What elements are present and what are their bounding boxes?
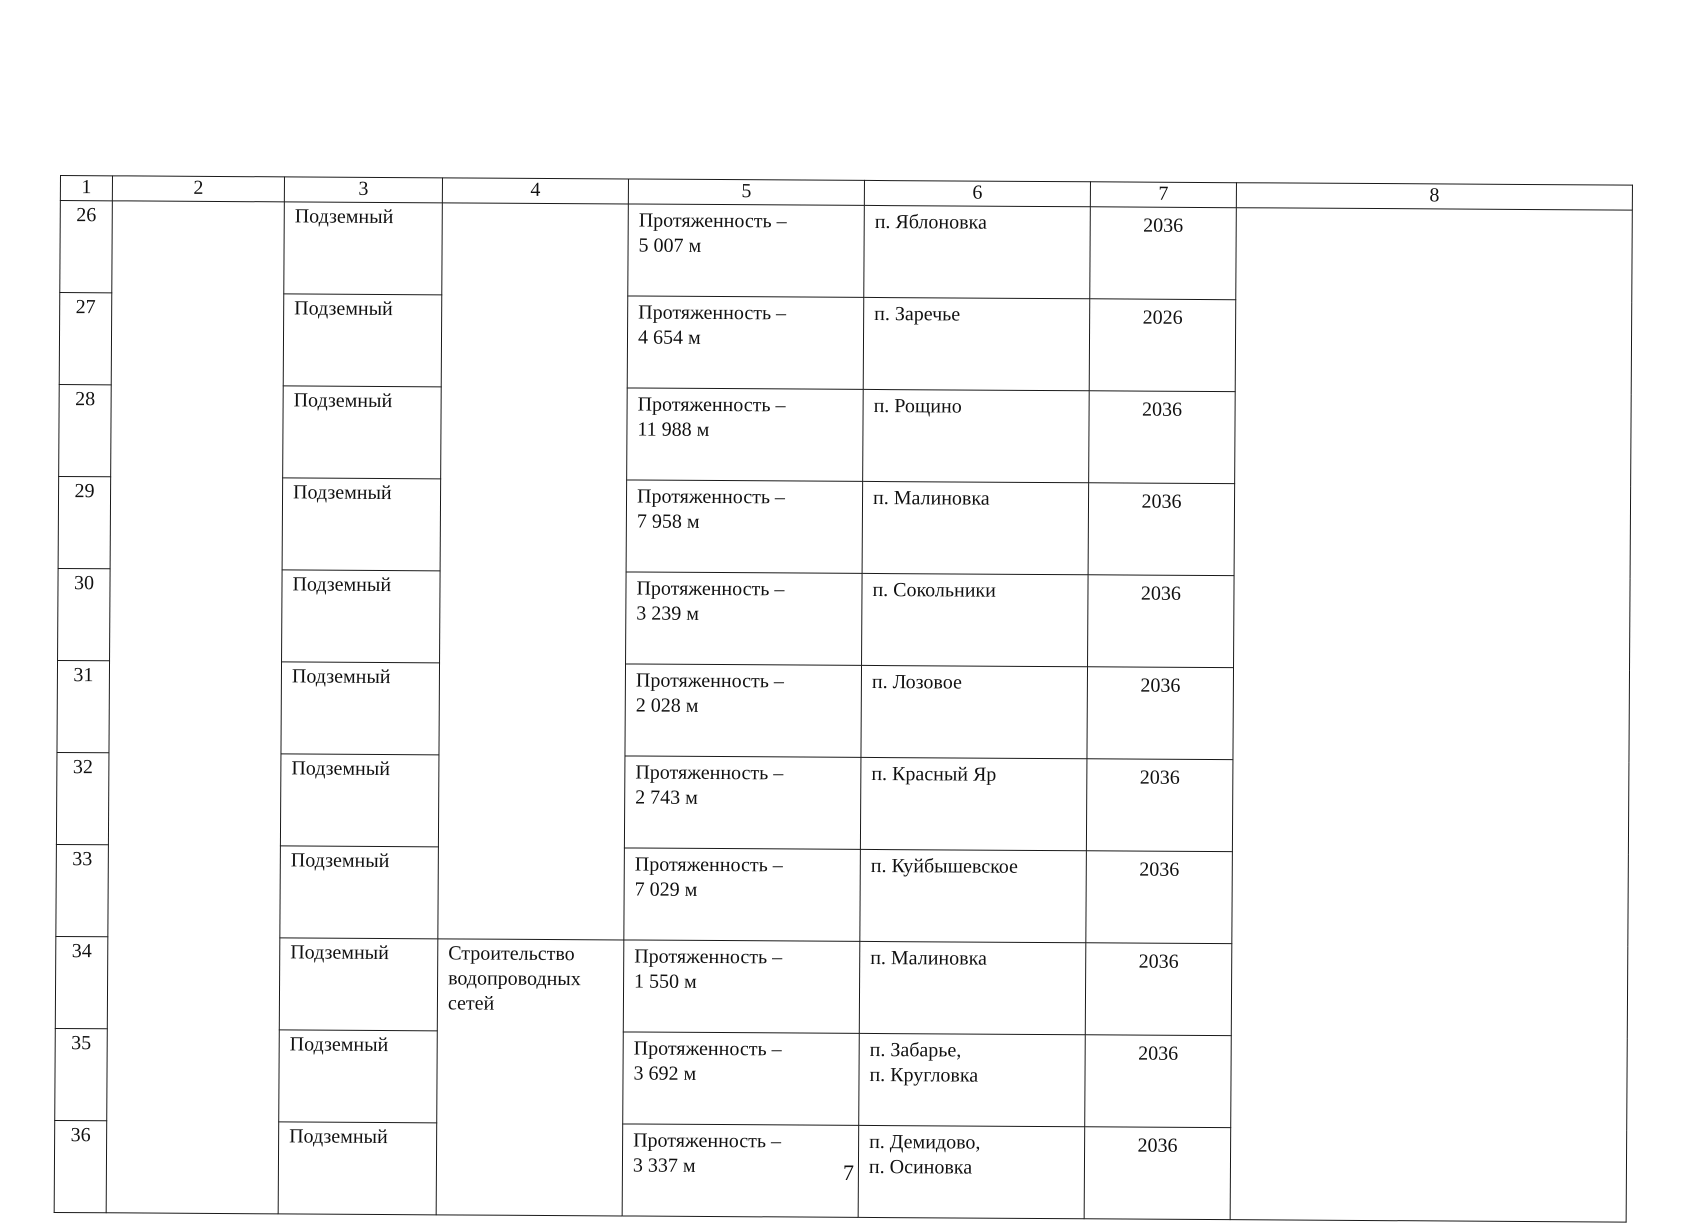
column-8-merged-cell	[1230, 208, 1632, 1222]
column-header-7: 7	[1090, 182, 1236, 208]
row-number: 33	[56, 844, 109, 936]
column-header-5: 5	[628, 179, 864, 205]
pipe-type: Подземный	[281, 662, 440, 755]
year: 2036	[1087, 667, 1234, 760]
year: 2036	[1090, 207, 1237, 300]
column-header-3: 3	[284, 177, 442, 203]
pipe-type: Подземный	[279, 938, 438, 1031]
column-4-merged-cell	[438, 203, 628, 940]
pipe-type: Подземный	[283, 386, 442, 479]
pipe-type: Подземный	[278, 1122, 437, 1215]
row-number: 26	[60, 201, 113, 293]
year: 2036	[1086, 759, 1233, 852]
year: 2036	[1084, 1127, 1231, 1220]
settlement: п. Сокольники	[862, 573, 1089, 666]
row-number: 31	[57, 660, 110, 752]
pipe-length: Протяженность – 2 743 м	[624, 756, 861, 849]
year: 2026	[1089, 299, 1236, 392]
pipe-length: Протяженность – 7 029 м	[624, 848, 861, 941]
row-number: 30	[58, 568, 111, 660]
pipe-length: Протяженность – 4 654 м	[627, 296, 864, 389]
pipe-type: Подземный	[279, 1030, 438, 1123]
column-header-8: 8	[1236, 183, 1632, 210]
settlement: п. Яблоновка	[864, 205, 1091, 298]
pipe-length: Протяженность – 2 028 м	[625, 664, 862, 757]
column-header-4: 4	[442, 178, 628, 204]
settlement: п. Демидово, п. Осиновка	[858, 1125, 1085, 1218]
column-header-2: 2	[112, 176, 284, 202]
pipe-type: Подземный	[282, 478, 441, 571]
pipe-length: Протяженность – 11 988 м	[627, 388, 864, 481]
row-number: 27	[59, 293, 112, 385]
settlement: п. Забарье, п. Кругловка	[859, 1033, 1086, 1126]
settlement: п. Заречье	[863, 297, 1090, 390]
row-number: 32	[56, 752, 109, 844]
year: 2036	[1085, 1035, 1232, 1128]
pipe-length: Протяженность – 1 550 м	[623, 940, 860, 1033]
settlement: п. Куйбышевское	[860, 849, 1087, 942]
settlement: п. Лозовое	[861, 665, 1088, 758]
table-row	[60, 201, 1633, 303]
column-header-1: 1	[60, 176, 112, 201]
settlement: п. Рощино	[863, 389, 1090, 482]
pipe-type: Подземный	[280, 754, 439, 847]
year: 2036	[1085, 943, 1232, 1036]
row-number: 36	[54, 1120, 107, 1212]
year: 2036	[1086, 851, 1233, 944]
settlement: п. Малиновка	[859, 941, 1086, 1034]
pipe-length: Протяженность – 3 337 м	[622, 1124, 859, 1217]
row-number: 34	[55, 936, 108, 1028]
pipe-length: Протяженность – 5 007 м	[628, 204, 865, 297]
pipe-type: Подземный	[282, 570, 441, 663]
row-number: 29	[58, 476, 111, 568]
settlement: п. Малиновка	[862, 481, 1089, 574]
pipe-length: Протяженность – 7 958 м	[626, 480, 863, 573]
pipe-type: Подземный	[280, 846, 439, 939]
year: 2036	[1088, 575, 1235, 668]
pipe-type: Подземный	[284, 202, 443, 295]
column-header-6: 6	[864, 180, 1090, 206]
pipe-type: Подземный	[283, 294, 442, 387]
row-number: 35	[55, 1028, 108, 1120]
construction-description: Строительство водопроводных сетей	[436, 939, 624, 1216]
settlement: п. Красный Яр	[860, 757, 1087, 850]
page-number: 7	[843, 1160, 854, 1185]
column-2-merged-cell	[106, 201, 284, 1214]
year: 2036	[1088, 483, 1235, 576]
pipe-length: Протяженность – 3 692 м	[623, 1032, 860, 1125]
pipe-length: Протяженность – 3 239 м	[626, 572, 863, 665]
data-table	[54, 175, 1633, 1223]
year: 2036	[1089, 391, 1236, 484]
row-number: 28	[59, 384, 112, 476]
